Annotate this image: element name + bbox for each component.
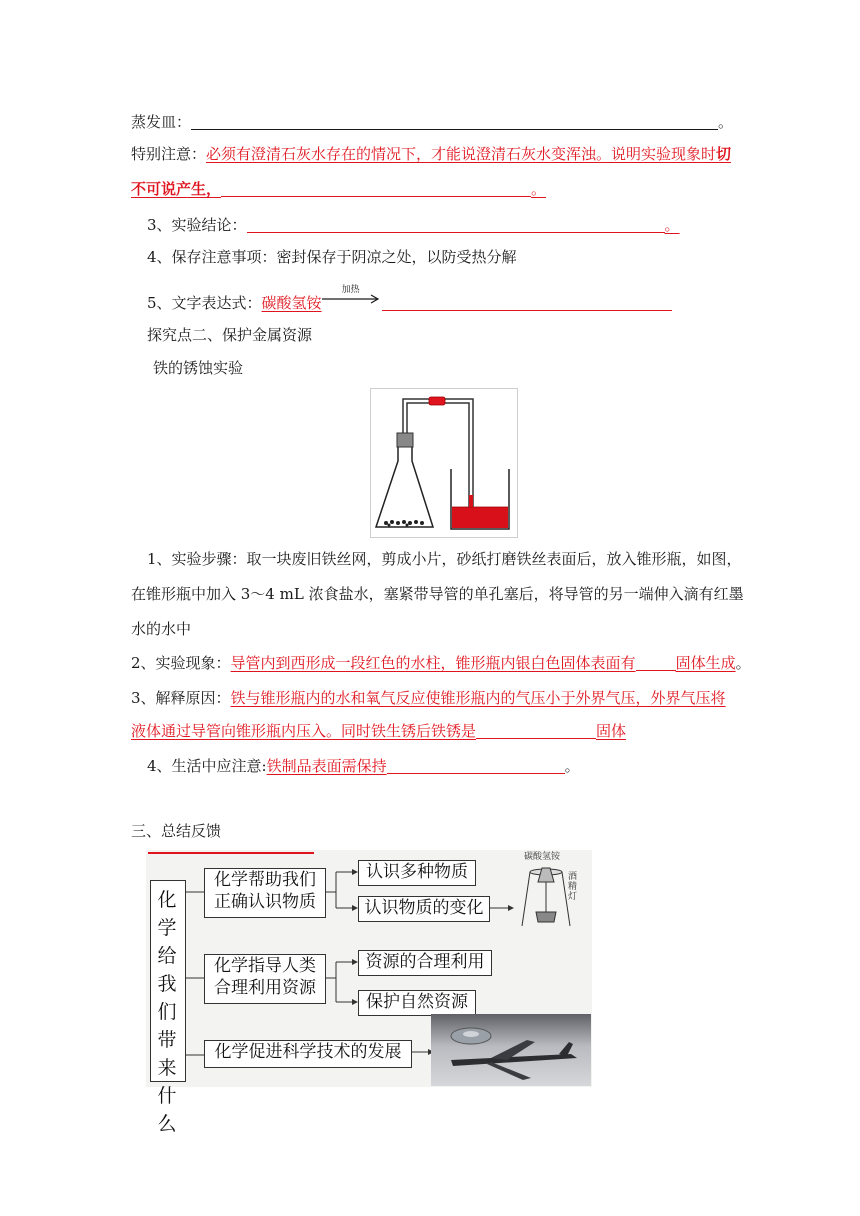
word-equation-line (147, 285, 672, 314)
branch3-box: 化学促进科学技术的发展 (204, 1040, 412, 1068)
step1-line-b: 在锥形瓶中加入 3～4 mL 浓食盐水，塞紧带导管的单孔塞后，将导管的另一端伸入滴有红墨 (131, 585, 744, 603)
branch1-box (204, 868, 326, 918)
branch2-item2: 保护自然资源 (358, 990, 476, 1016)
note-label: 特别注意： (131, 145, 207, 163)
branch1-line2: 正确认识物质 (214, 892, 316, 912)
phenomenon-label: 2、实验现象： (131, 654, 231, 672)
special-note-line-2 (131, 178, 546, 200)
life-end: 。 (564, 757, 580, 775)
phenomenon-text: 导管内到西形成一段红色的水柱，锥形瓶内银白色固体表面有 (230, 654, 636, 672)
life-line (147, 755, 580, 777)
answer-blank[interactable] (387, 756, 565, 774)
note-text-bold: 不可说产生， (131, 180, 222, 198)
life-text: 铁制品表面需保持 (266, 757, 387, 775)
evaporating-dish-line (131, 111, 733, 133)
reason-text: 液体通过导管向锥形瓶内压入。同时铁生锈后铁锈是 (131, 722, 477, 740)
arrow-label: 加热 (341, 285, 360, 295)
answer-blank[interactable] (382, 293, 672, 311)
answer-blank[interactable] (476, 721, 596, 739)
branch2-box (204, 954, 326, 1004)
conclusion-line (147, 214, 680, 236)
airplane-svg (431, 1014, 591, 1086)
rust-experiment-title: 铁的锈蚀实验 (153, 359, 244, 377)
branch1-item1: 认识多种物质 (358, 860, 476, 886)
evap-end: 。 (718, 113, 734, 131)
heat-arrow (322, 285, 382, 310)
answer-blank[interactable] (191, 112, 718, 130)
branch2-line2: 合理利用资源 (214, 978, 316, 998)
reason-line-1 (131, 687, 726, 709)
phenomenon-text-end: 固体生成 (675, 654, 736, 672)
aircraft-photo (431, 1014, 591, 1086)
reason-text-end: 固体 (596, 722, 627, 740)
reason-line-2 (131, 720, 626, 742)
apparatus-label-top: 碳酸氢铵 (524, 852, 561, 862)
section3-title: 三、总结反馈 (131, 822, 222, 840)
summary-diagram (146, 850, 592, 1135)
evap-label: 蒸发皿： (131, 113, 192, 131)
flask-beaker-svg (371, 389, 517, 537)
reason-text: 铁与锥形瓶内的水和氧气反应使锥形瓶内的气压小于外界气压，外界气压将 (230, 689, 726, 707)
conclusion-label: 3、实验结论： (147, 216, 247, 234)
answer-blank[interactable] (221, 179, 531, 197)
word-eq-reactant: 碳酸氢铵 (261, 294, 322, 312)
answer-blank[interactable] (247, 215, 665, 233)
step1-line-c: 水的水中 (131, 620, 192, 638)
phenomenon-line (131, 652, 751, 674)
branch1-line1: 化学帮助我们 (214, 870, 316, 890)
branch2-line1: 化学指导人类 (214, 956, 316, 976)
special-note-line-1 (131, 143, 731, 165)
answer-blank[interactable] (636, 653, 676, 671)
heating-apparatus-figure (516, 852, 588, 930)
phenomenon-end: 。 (735, 654, 751, 672)
storage-line: 4、保存注意事项：密封保存于阴凉之处，以防受热分解 (147, 248, 517, 266)
conclusion-end: 。 (664, 216, 680, 234)
life-label: 4、生活中应注意: (147, 757, 267, 775)
rust-apparatus-figure (370, 388, 518, 538)
main-question-text: 化学给我们带来什么 (157, 889, 177, 1135)
branch1-item2: 认识物质的变化 (358, 896, 490, 922)
step1-line-a: 1、实验步骤：取一块废旧铁丝网，剪成小片，砂纸打磨铁丝表面后，放入锥形瓶，如图， (147, 550, 742, 568)
word-eq-label: 5、文字表达式： (147, 294, 262, 312)
section2-title: 探究点二、保护金属资源 (147, 326, 313, 344)
apparatus-label-side: 酒精灯 (568, 872, 578, 902)
reason-label: 3、解释原因： (131, 689, 231, 707)
note-text-bold: 切 (716, 145, 732, 163)
note-end: 。 (531, 180, 547, 198)
branch2-item1: 资源的合理利用 (358, 950, 492, 976)
note-text: 必须有澄清石灰水存在的情况下，才能说澄清石灰水变浑浊。说明实验现象时 (206, 145, 717, 163)
